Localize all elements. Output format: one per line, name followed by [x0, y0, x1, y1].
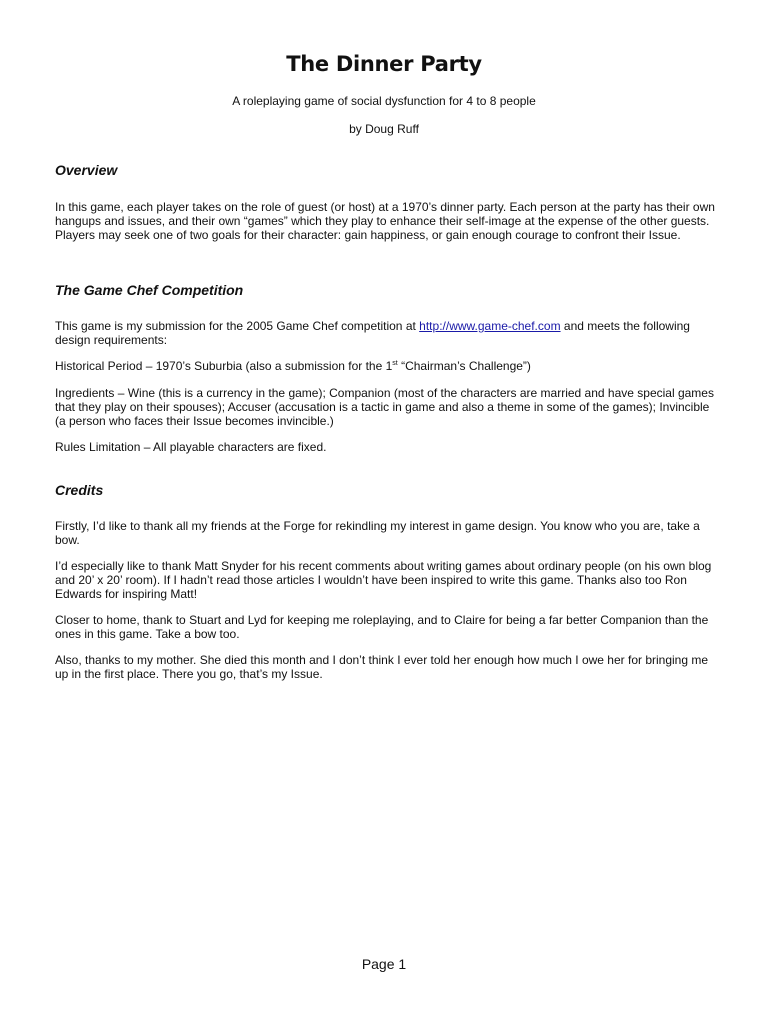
historical-period-text-end: “Chairman’s Challenge”) — [397, 359, 531, 373]
overview-heading: Overview — [55, 162, 118, 178]
credits-heading: Credits — [55, 482, 104, 498]
ingredients-paragraph: Ingredients – Wine (this is a currency in the game); Companion (most of the characters are married and have special games that they play on their spouses); Accuser (accusation is a tactic in game and also a theme in some of the games); Invincible (a person who faces their Issue becomes invincible.) — [55, 386, 714, 428]
historical-period-paragraph — [55, 359, 720, 373]
credits-paragraph-forge: Firstly, I’d like to thank all my friends at the Forge for rekindling my interest in game design. You know who you are, take a bow. — [55, 519, 700, 547]
rules-limitation-paragraph: Rules Limitation – All playable characters are fixed. — [55, 440, 327, 454]
competition-heading: The Game Chef Competition — [55, 282, 244, 298]
credits-paragraph-matt-snyder: I’d especially like to thank Matt Snyder for his recent comments about writing games about ordinary people (on his own blog and 20’ x 20’ room). If I hadn’t read those articles I wouldn’t have been inspired to write this game. Thanks also too Ron Edwards for inspiring Matt! — [55, 559, 712, 601]
historical-period-text: Historical Period – 1970’s Suburbia (also a submission for the 1 — [55, 359, 393, 373]
document-title: The Dinner Party — [286, 52, 482, 76]
document-author: by Doug Ruff — [349, 122, 419, 136]
page-number: Page 1 — [361, 956, 407, 972]
competition-intro-paragraph — [55, 319, 720, 347]
credits-paragraph-home: Closer to home, thank to Stuart and Lyd for keeping me roleplaying, and to Claire for being a far better Companion than the ones in this game. Take a bow too. — [55, 613, 709, 641]
game-chef-link[interactable]: http://www.game-chef.com — [419, 319, 561, 333]
document-subtitle: A roleplaying game of social dysfunction for 4 to 8 people — [232, 94, 536, 108]
overview-paragraph: In this game, each player takes on the role of guest (or host) at a 1970’s dinner party. Each person at the party has their own hangups and issues, and their own “games” which they play to enhance their self-image at the expense of the other guests. Players may seek one of two goals for their character: gain happiness, or gain enough courage to confront their Issue. — [55, 200, 715, 242]
credits-paragraph-mother: Also, thanks to my mother. She died this month and I don’t think I ever told her enough how much I owe her for bringing me up in the first place. There you go, that’s my Issue. — [55, 653, 709, 681]
competition-intro-text: This game is my submission for the 2005 Game Chef competition at — [55, 319, 420, 333]
ordinal-suffix: st — [392, 360, 398, 367]
competition-intro-text-end: and meets the following design requirements: — [55, 319, 690, 347]
